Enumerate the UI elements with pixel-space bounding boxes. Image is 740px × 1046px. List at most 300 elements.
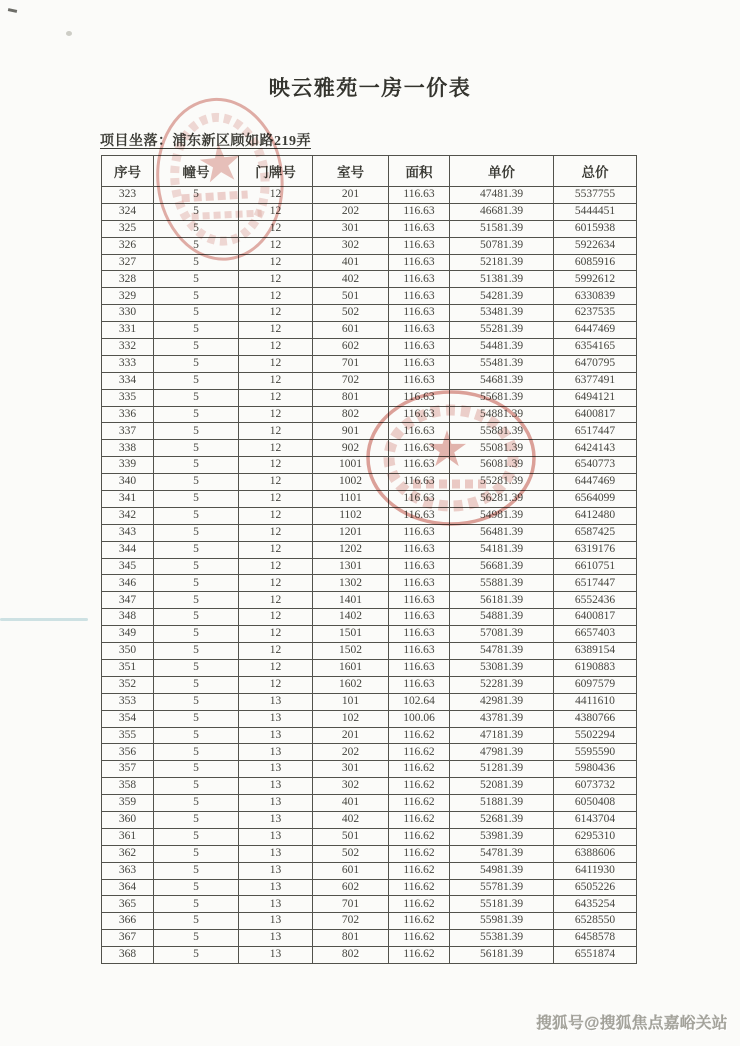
table-cell: 350 (102, 643, 154, 660)
table-cell: 56681.39 (450, 558, 554, 575)
table-row (102, 643, 637, 660)
page-title: 映云雅苑一房一价表 (268, 76, 472, 100)
column-header: 门牌号 (239, 156, 313, 187)
table-cell: 6411930 (554, 862, 637, 879)
table-cell: 349 (102, 626, 154, 643)
table-cell: 602 (313, 879, 389, 896)
table-cell: 342 (102, 507, 154, 524)
table-cell: 12 (239, 592, 313, 609)
table-row (102, 457, 637, 474)
price-table (101, 155, 637, 964)
table-cell: 52681.39 (450, 811, 554, 828)
table-cell: 6015938 (554, 220, 637, 237)
table-cell: 116.63 (389, 220, 450, 237)
table-cell: 6412480 (554, 507, 637, 524)
table-row (102, 879, 637, 896)
table-cell: 12 (239, 305, 313, 322)
table-cell: 5 (154, 676, 239, 693)
table-cell: 351 (102, 659, 154, 676)
table-cell: 55281.39 (450, 474, 554, 491)
table-cell: 325 (102, 220, 154, 237)
table-cell: 55681.39 (450, 389, 554, 406)
table-cell: 368 (102, 947, 154, 964)
table-cell: 54981.39 (450, 507, 554, 524)
table-row (102, 744, 637, 761)
table-cell: 116.63 (389, 372, 450, 389)
table-cell: 6610751 (554, 558, 637, 575)
table-cell: 701 (313, 355, 389, 372)
table-row (102, 305, 637, 322)
table-cell: 116.63 (389, 406, 450, 423)
table-cell: 116.62 (389, 930, 450, 947)
table-cell: 5595590 (554, 744, 637, 761)
table-cell: 12 (239, 491, 313, 508)
table-cell: 344 (102, 541, 154, 558)
table-cell: 6517447 (554, 575, 637, 592)
table-cell: 50781.39 (450, 237, 554, 254)
table-cell: 5 (154, 930, 239, 947)
table-cell: 12 (239, 474, 313, 491)
table-cell: 116.63 (389, 626, 450, 643)
table-cell: 6354165 (554, 339, 637, 356)
table-cell: 13 (239, 761, 313, 778)
table-cell: 116.63 (389, 440, 450, 457)
table-cell: 13 (239, 795, 313, 812)
table-cell: 51381.39 (450, 271, 554, 288)
table-row (102, 693, 637, 710)
table-cell: 601 (313, 322, 389, 339)
table-cell: 52281.39 (450, 676, 554, 693)
table-cell: 116.62 (389, 845, 450, 862)
table-cell: 6435254 (554, 896, 637, 913)
table-cell: 6237535 (554, 305, 637, 322)
table-cell: 12 (239, 339, 313, 356)
table-cell: 336 (102, 406, 154, 423)
table-cell: 1001 (313, 457, 389, 474)
table-cell: 51281.39 (450, 761, 554, 778)
column-header: 幢号 (154, 156, 239, 187)
table-cell: 12 (239, 440, 313, 457)
table-cell: 51581.39 (450, 220, 554, 237)
table-row (102, 322, 637, 339)
table-cell: 601 (313, 862, 389, 879)
table-row (102, 676, 637, 693)
table-cell: 5 (154, 811, 239, 828)
table-cell: 116.63 (389, 474, 450, 491)
table-cell: 348 (102, 609, 154, 626)
table-cell: 361 (102, 828, 154, 845)
table-row (102, 811, 637, 828)
table-cell: 55881.39 (450, 575, 554, 592)
table-cell: 501 (313, 828, 389, 845)
table-cell: 359 (102, 795, 154, 812)
table-cell: 5 (154, 795, 239, 812)
table-cell: 5922634 (554, 237, 637, 254)
table-cell: 6657403 (554, 626, 637, 643)
table-cell: 502 (313, 305, 389, 322)
table-cell: 6447469 (554, 322, 637, 339)
table-cell: 5992612 (554, 271, 637, 288)
table-cell: 13 (239, 913, 313, 930)
table-cell: 53081.39 (450, 659, 554, 676)
table-cell: 5 (154, 524, 239, 541)
table-cell: 5 (154, 507, 239, 524)
table-cell: 360 (102, 811, 154, 828)
blue-scan-line (0, 618, 88, 621)
table-cell: 13 (239, 710, 313, 727)
table-cell: 5 (154, 271, 239, 288)
table-cell: 343 (102, 524, 154, 541)
table-cell: 6424143 (554, 440, 637, 457)
table-cell: 54481.39 (450, 339, 554, 356)
column-header: 总价 (554, 156, 637, 187)
table-row (102, 795, 637, 812)
table-row (102, 828, 637, 845)
table-cell: 6190883 (554, 659, 637, 676)
table-row (102, 440, 637, 457)
table-cell: 6143704 (554, 811, 637, 828)
table-cell: 5 (154, 643, 239, 660)
table-cell: 47181.39 (450, 727, 554, 744)
table-row (102, 947, 637, 964)
table-cell: 4380766 (554, 710, 637, 727)
table-cell: 13 (239, 930, 313, 947)
table-cell: 116.62 (389, 896, 450, 913)
table-cell: 5 (154, 626, 239, 643)
table-cell: 116.63 (389, 389, 450, 406)
table-cell: 5 (154, 406, 239, 423)
table-cell: 340 (102, 474, 154, 491)
table-row (102, 609, 637, 626)
table-cell: 5 (154, 203, 239, 220)
table-cell: 802 (313, 406, 389, 423)
table-cell: 116.63 (389, 355, 450, 372)
table-cell: 364 (102, 879, 154, 896)
table-cell: 5 (154, 727, 239, 744)
table-cell: 12 (239, 643, 313, 660)
table-cell: 4411610 (554, 693, 637, 710)
table-row (102, 203, 637, 220)
table-cell: 1301 (313, 558, 389, 575)
table-cell: 12 (239, 507, 313, 524)
table-cell: 6389154 (554, 643, 637, 660)
table-cell: 331 (102, 322, 154, 339)
table-cell: 337 (102, 423, 154, 440)
table-cell: 6377491 (554, 372, 637, 389)
table-cell: 5 (154, 896, 239, 913)
table-cell: 116.63 (389, 541, 450, 558)
table-body (102, 187, 637, 964)
table-cell: 5 (154, 187, 239, 204)
table-cell: 6319176 (554, 541, 637, 558)
table-cell: 5 (154, 659, 239, 676)
table-row (102, 372, 637, 389)
table-row (102, 659, 637, 676)
table-row (102, 845, 637, 862)
table-cell: 323 (102, 187, 154, 204)
table-cell: 402 (313, 271, 389, 288)
table-cell: 201 (313, 727, 389, 744)
table-cell: 6494121 (554, 389, 637, 406)
table-cell: 329 (102, 288, 154, 305)
table-cell: 54981.39 (450, 862, 554, 879)
table-row (102, 862, 637, 879)
table-cell: 6564099 (554, 491, 637, 508)
table-row (102, 558, 637, 575)
table-cell: 335 (102, 389, 154, 406)
table-cell: 401 (313, 254, 389, 271)
table-row (102, 541, 637, 558)
table-cell: 54881.39 (450, 406, 554, 423)
table-cell: 6085916 (554, 254, 637, 271)
table-cell: 13 (239, 811, 313, 828)
table-cell: 56281.39 (450, 491, 554, 508)
table-cell: 13 (239, 896, 313, 913)
table-cell: 702 (313, 372, 389, 389)
table-cell: 116.62 (389, 913, 450, 930)
table-cell: 12 (239, 626, 313, 643)
header-row (102, 156, 637, 187)
sohu-watermark: 搜狐号@搜狐焦点嘉峪关站 (536, 1015, 728, 1032)
scan-speck (66, 31, 72, 36)
table-cell: 12 (239, 288, 313, 305)
table-cell: 355 (102, 727, 154, 744)
table-cell: 116.62 (389, 879, 450, 896)
table-cell: 102.64 (389, 693, 450, 710)
table-cell: 13 (239, 693, 313, 710)
table-cell: 1602 (313, 676, 389, 693)
table-cell: 12 (239, 575, 313, 592)
table-cell: 5 (154, 305, 239, 322)
table-cell: 5 (154, 237, 239, 254)
table-cell: 5 (154, 541, 239, 558)
table-cell: 53481.39 (450, 305, 554, 322)
table-cell: 116.63 (389, 558, 450, 575)
table-cell: 5980436 (554, 761, 637, 778)
table-cell: 301 (313, 761, 389, 778)
table-cell: 1601 (313, 659, 389, 676)
table-row (102, 930, 637, 947)
table-cell: 116.63 (389, 609, 450, 626)
table-cell: 55481.39 (450, 355, 554, 372)
table-cell: 116.63 (389, 237, 450, 254)
table-cell: 116.63 (389, 676, 450, 693)
table-cell: 5 (154, 947, 239, 964)
table-cell: 13 (239, 947, 313, 964)
table-cell: 5 (154, 220, 239, 237)
column-header: 面积 (389, 156, 450, 187)
table-cell: 353 (102, 693, 154, 710)
table-cell: 116.62 (389, 727, 450, 744)
table-cell: 42981.39 (450, 693, 554, 710)
table-cell: 5 (154, 862, 239, 879)
table-row (102, 355, 637, 372)
table-cell: 116.63 (389, 271, 450, 288)
table-cell: 302 (313, 237, 389, 254)
table-cell: 1501 (313, 626, 389, 643)
table-cell: 1401 (313, 592, 389, 609)
table-cell: 116.63 (389, 491, 450, 508)
table-cell: 201 (313, 187, 389, 204)
table-cell: 5 (154, 372, 239, 389)
table-cell: 54781.39 (450, 643, 554, 660)
table-cell: 12 (239, 187, 313, 204)
table-cell: 116.62 (389, 778, 450, 795)
table-cell: 13 (239, 879, 313, 896)
table-cell: 6470795 (554, 355, 637, 372)
table-cell: 5 (154, 592, 239, 609)
table-row (102, 592, 637, 609)
table-cell: 326 (102, 237, 154, 254)
table-cell: 602 (313, 339, 389, 356)
table-row (102, 575, 637, 592)
table-cell: 5 (154, 355, 239, 372)
table-cell: 332 (102, 339, 154, 356)
table-cell: 51881.39 (450, 795, 554, 812)
table-cell: 5 (154, 491, 239, 508)
table-cell: 6330839 (554, 288, 637, 305)
table-cell: 5 (154, 254, 239, 271)
table-cell: 1201 (313, 524, 389, 541)
table-cell: 12 (239, 558, 313, 575)
table-cell: 116.63 (389, 339, 450, 356)
table-cell: 334 (102, 372, 154, 389)
table-cell: 53981.39 (450, 828, 554, 845)
table-cell: 341 (102, 491, 154, 508)
table-row (102, 187, 637, 204)
table-cell: 116.63 (389, 457, 450, 474)
table-cell: 116.62 (389, 811, 450, 828)
table-cell: 13 (239, 862, 313, 879)
table-cell: 6528550 (554, 913, 637, 930)
table-cell: 5 (154, 693, 239, 710)
table-cell: 116.63 (389, 524, 450, 541)
table-cell: 52181.39 (450, 254, 554, 271)
table-cell: 55781.39 (450, 879, 554, 896)
table-cell: 347 (102, 592, 154, 609)
table-cell: 502 (313, 845, 389, 862)
table-cell: 330 (102, 305, 154, 322)
table-cell: 902 (313, 440, 389, 457)
table-cell: 13 (239, 727, 313, 744)
table-cell: 6587425 (554, 524, 637, 541)
table-cell: 1302 (313, 575, 389, 592)
table-cell: 345 (102, 558, 154, 575)
table-row (102, 778, 637, 795)
table-cell: 56481.39 (450, 524, 554, 541)
table-cell: 701 (313, 896, 389, 913)
table-cell: 801 (313, 930, 389, 947)
table-cell: 362 (102, 845, 154, 862)
table-cell: 5 (154, 828, 239, 845)
table-cell: 5 (154, 440, 239, 457)
table-cell: 5444451 (554, 203, 637, 220)
table-cell: 1002 (313, 474, 389, 491)
table-cell: 5 (154, 778, 239, 795)
table-cell: 57081.39 (450, 626, 554, 643)
table-cell: 5 (154, 322, 239, 339)
table-cell: 5 (154, 609, 239, 626)
table-cell: 101 (313, 693, 389, 710)
table-cell: 5 (154, 288, 239, 305)
table-cell: 6073732 (554, 778, 637, 795)
table-cell: 6505226 (554, 879, 637, 896)
table-cell: 55281.39 (450, 322, 554, 339)
table-cell: 202 (313, 203, 389, 220)
table-cell: 54881.39 (450, 609, 554, 626)
table-cell: 1202 (313, 541, 389, 558)
table-cell: 12 (239, 659, 313, 676)
table-cell: 6400817 (554, 406, 637, 423)
table-cell: 5 (154, 474, 239, 491)
table-cell: 116.63 (389, 322, 450, 339)
table-cell: 12 (239, 254, 313, 271)
table-cell: 6388606 (554, 845, 637, 862)
table-cell: 702 (313, 913, 389, 930)
table-cell: 5 (154, 457, 239, 474)
table-cell: 6551874 (554, 947, 637, 964)
table-cell: 12 (239, 372, 313, 389)
table-cell: 116.63 (389, 288, 450, 305)
table-cell: 116.62 (389, 947, 450, 964)
table-cell: 338 (102, 440, 154, 457)
table-cell: 56081.39 (450, 457, 554, 474)
table-cell: 116.63 (389, 187, 450, 204)
column-header: 室号 (313, 156, 389, 187)
table-cell: 116.63 (389, 643, 450, 660)
table-cell: 5 (154, 339, 239, 356)
table-cell: 13 (239, 828, 313, 845)
table-cell: 12 (239, 220, 313, 237)
table-cell: 116.62 (389, 761, 450, 778)
table-cell: 46681.39 (450, 203, 554, 220)
table-cell: 6050408 (554, 795, 637, 812)
table-cell: 116.63 (389, 423, 450, 440)
table-cell: 116.62 (389, 862, 450, 879)
table-cell: 56181.39 (450, 947, 554, 964)
table-cell: 12 (239, 524, 313, 541)
table-cell: 55181.39 (450, 896, 554, 913)
table-row (102, 710, 637, 727)
table-cell: 6295310 (554, 828, 637, 845)
project-location: 项目坐落：浦东新区顾如路219弄 (100, 134, 311, 149)
table-cell: 357 (102, 761, 154, 778)
table-cell: 116.63 (389, 659, 450, 676)
table-cell: 54681.39 (450, 372, 554, 389)
table-cell: 5 (154, 913, 239, 930)
table-cell: 47481.39 (450, 187, 554, 204)
table-cell: 358 (102, 778, 154, 795)
table-cell: 12 (239, 237, 313, 254)
table-cell: 12 (239, 541, 313, 558)
table-cell: 5 (154, 744, 239, 761)
table-cell: 54781.39 (450, 845, 554, 862)
table-cell: 6517447 (554, 423, 637, 440)
table-cell: 5 (154, 879, 239, 896)
table-cell: 366 (102, 913, 154, 930)
table-cell: 12 (239, 389, 313, 406)
table-cell: 1101 (313, 491, 389, 508)
table-cell: 116.62 (389, 744, 450, 761)
table-cell: 352 (102, 676, 154, 693)
table-cell: 12 (239, 457, 313, 474)
table-cell: 333 (102, 355, 154, 372)
table-cell: 12 (239, 406, 313, 423)
table-cell: 56181.39 (450, 592, 554, 609)
column-header: 序号 (102, 156, 154, 187)
table-cell: 501 (313, 288, 389, 305)
table-cell: 12 (239, 609, 313, 626)
